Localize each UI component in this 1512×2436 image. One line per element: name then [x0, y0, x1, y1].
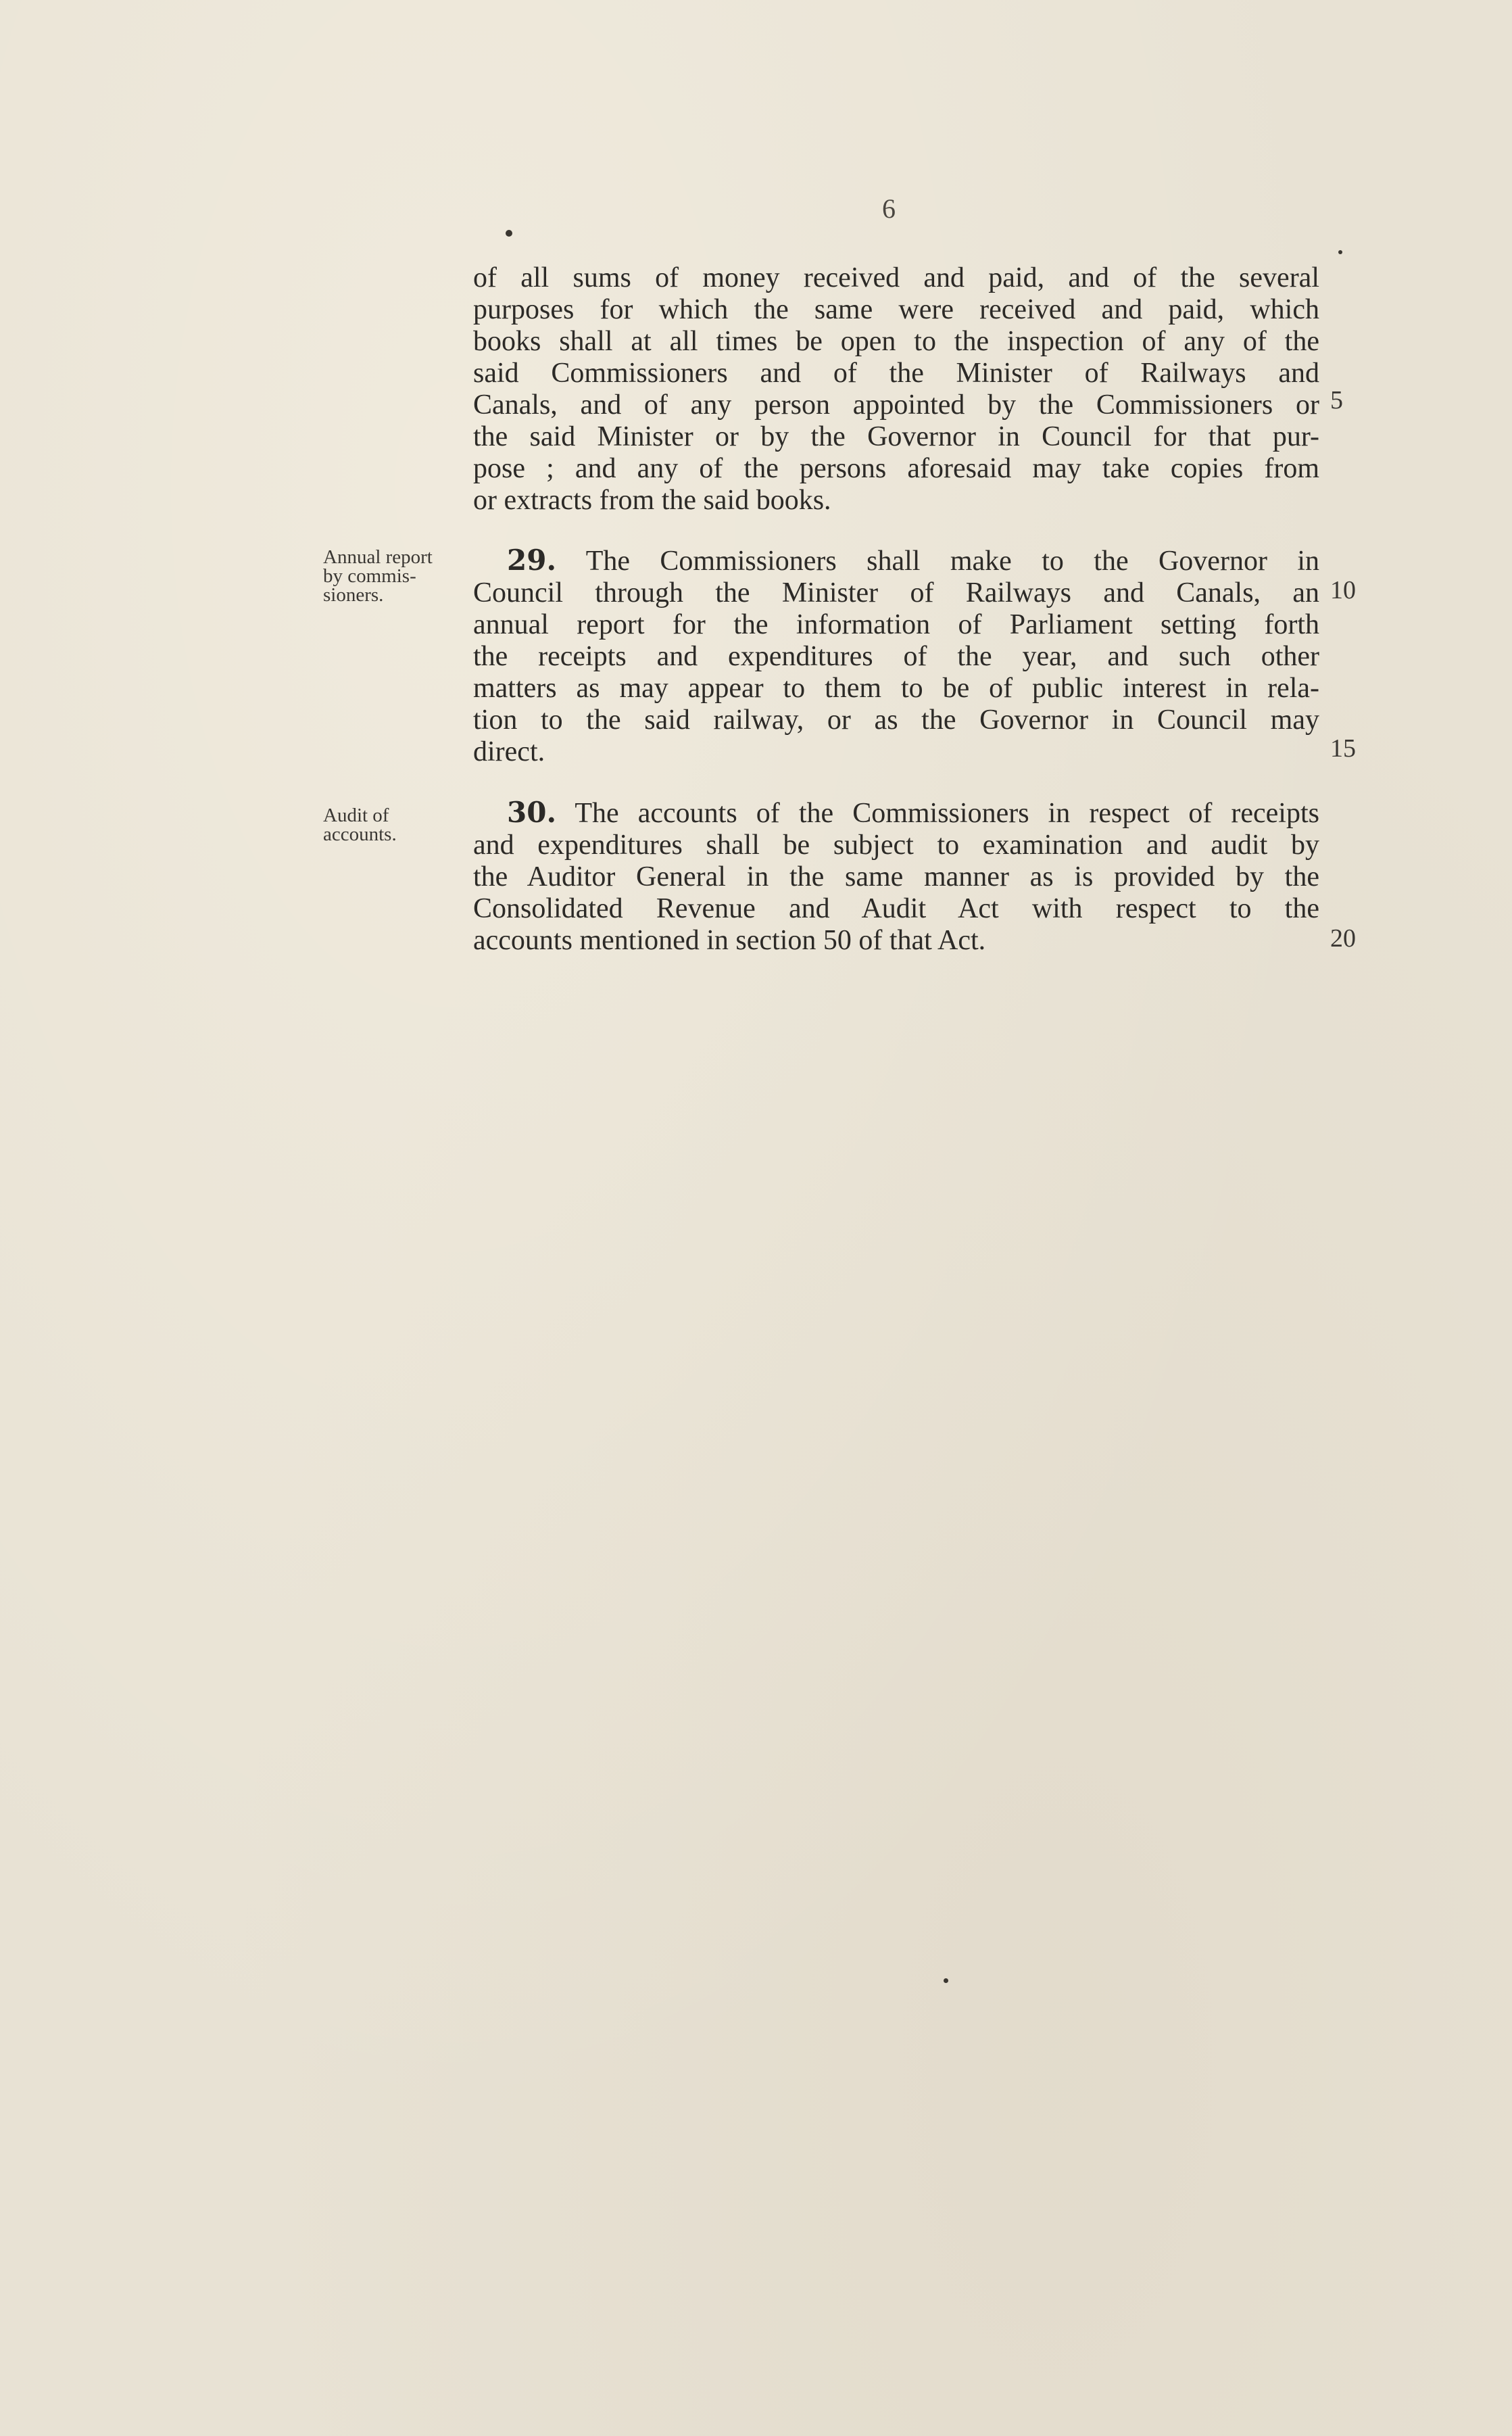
- section-30: [473, 796, 1319, 957]
- text-line: purposes for which the same were received and paid, which: [473, 294, 1319, 325]
- section-number: 30.: [507, 796, 557, 829]
- text-line: and expenditures shall be subject to examination and audit by: [473, 830, 1319, 861]
- text-line: annual report for the information of Parliament setting forth: [473, 609, 1319, 640]
- ink-speck: [944, 1978, 948, 1983]
- page-number: 6: [882, 193, 896, 224]
- text-line: tion to the said railway, or as the Governor in Council may: [473, 704, 1319, 736]
- line-number: 5: [1330, 386, 1343, 414]
- text-line-first: [473, 544, 1319, 577]
- marginal-note-line: accounts.: [323, 823, 397, 845]
- text-line: Council through the Minister of Railways and Canals, an: [473, 577, 1319, 608]
- marginal-note-line: sioners.: [323, 584, 384, 606]
- line-number: 20: [1330, 924, 1356, 953]
- text-line: said Commissioners and of the Minister of Railways and: [473, 358, 1319, 389]
- text-line: matters as may appear to them to be of public interest in rela-: [473, 673, 1319, 704]
- section-number: 29.: [507, 544, 557, 577]
- text-line: The accounts of the Commissioners in respect of receipts: [575, 798, 1319, 829]
- text-line: the receipts and expenditures of the year, and such other: [473, 641, 1319, 672]
- marginal-note-audit: [323, 806, 479, 844]
- line-number: 10: [1330, 576, 1356, 604]
- text-line: Consolidated Revenue and Audit Act with respect to the: [473, 893, 1319, 924]
- marginal-note-line: by commis-: [323, 565, 416, 587]
- marginal-note-annual-report: [323, 548, 479, 604]
- text-line: The Commissioners shall make to the Governor in: [585, 546, 1319, 577]
- text-line: Canals, and of any person appointed by the Commissioners or: [473, 389, 1319, 421]
- marginal-note-line: Annual report: [323, 546, 433, 568]
- text-line: or extracts from the said books.: [473, 485, 831, 516]
- paragraph-continuation: [473, 262, 1319, 517]
- text-line: books shall at all times be open to the inspection of any of the: [473, 326, 1319, 357]
- line-number: 15: [1330, 734, 1356, 763]
- text-line: pose ; and any of the persons aforesaid may take copies from: [473, 453, 1319, 484]
- text-line: direct.: [473, 736, 545, 767]
- ink-speck: [1338, 250, 1342, 254]
- text-line-first: [473, 796, 1319, 830]
- text-line: of all sums of money received and paid, and of the several: [473, 262, 1319, 293]
- text-line: accounts mentioned in section 50 of that Act.: [473, 925, 986, 956]
- text-line: the Auditor General in the same manner as is provided by the: [473, 861, 1319, 892]
- ink-speck: [506, 230, 512, 237]
- section-29: [473, 544, 1319, 768]
- text-line: the said Minister or by the Governor in Council for that pur-: [473, 421, 1319, 452]
- marginal-note-line: Audit of: [323, 805, 389, 826]
